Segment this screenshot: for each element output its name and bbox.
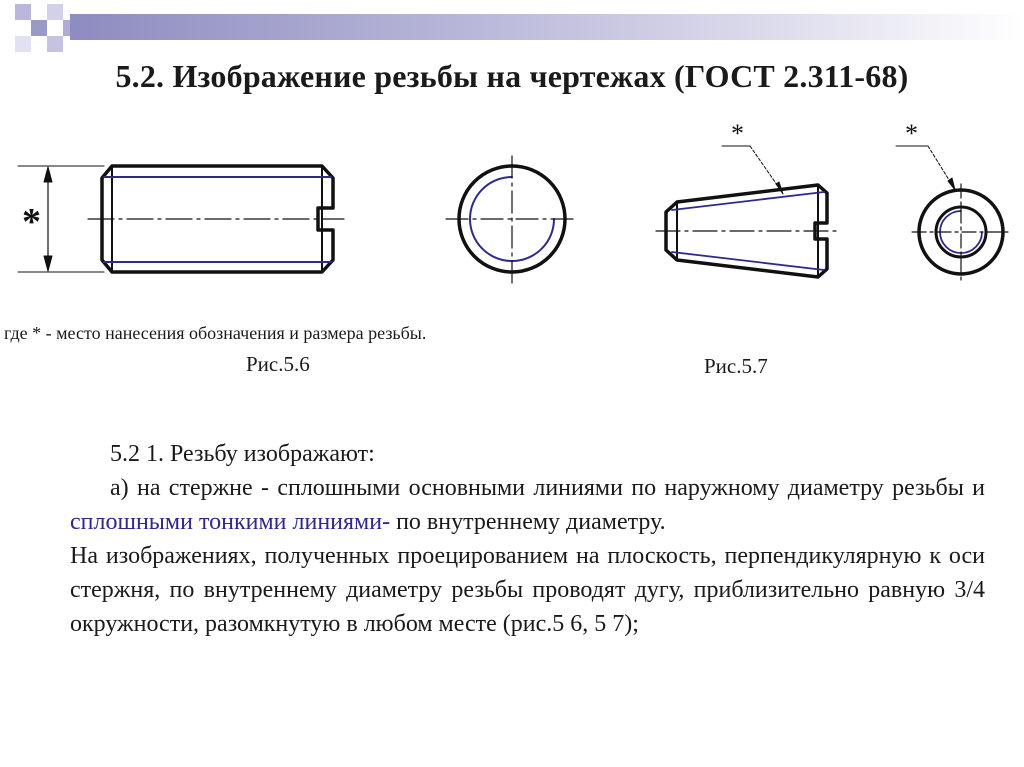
rod-side-view xyxy=(88,166,344,272)
conical-callout-leader xyxy=(722,146,783,194)
figure-caption-5-7: Рис.5.7 xyxy=(704,354,768,378)
dimension-star: * xyxy=(22,201,41,243)
conical-end-view xyxy=(912,184,1010,280)
thread-drawings xyxy=(0,0,1024,320)
rod-end-view xyxy=(446,156,578,283)
end-callout-leader xyxy=(896,146,955,190)
paragraph-a-highlight: сплошными тонкими линиями- xyxy=(70,509,391,535)
paragraph-a-start: а) на стержне - сплошными основными линиями по наружному диаметру резьбы и xyxy=(110,475,985,501)
paragraph-b: На изображениях, полученных проецированием на плоскость, перпендикулярную к оси стержня, по внутреннему диаметру резьбы проводят дугу, приблизительно равную 3/4 окружности, разомкнутую в любом месте (рис.5 6, 5 7); xyxy=(70,543,985,637)
paragraph-a xyxy=(70,471,985,539)
section-heading: 5.2 1. Резьбу изображают: xyxy=(110,441,375,467)
paragraph-a-end: по внутреннему диаметру. xyxy=(390,509,666,535)
slide-title: 5.2. Изображение резьбы на чертежах (ГОСТ 2.311-68) xyxy=(115,58,909,94)
thread-designation-note: где * - место нанесения обозначения и размера резьбы. xyxy=(4,323,427,343)
conical-rod-side-view xyxy=(656,185,840,277)
figure-caption-5-6: Рис.5.6 xyxy=(246,352,310,376)
callout-star-conical: * xyxy=(731,119,744,148)
body-text xyxy=(70,437,985,641)
callout-star-end: * xyxy=(905,119,918,148)
